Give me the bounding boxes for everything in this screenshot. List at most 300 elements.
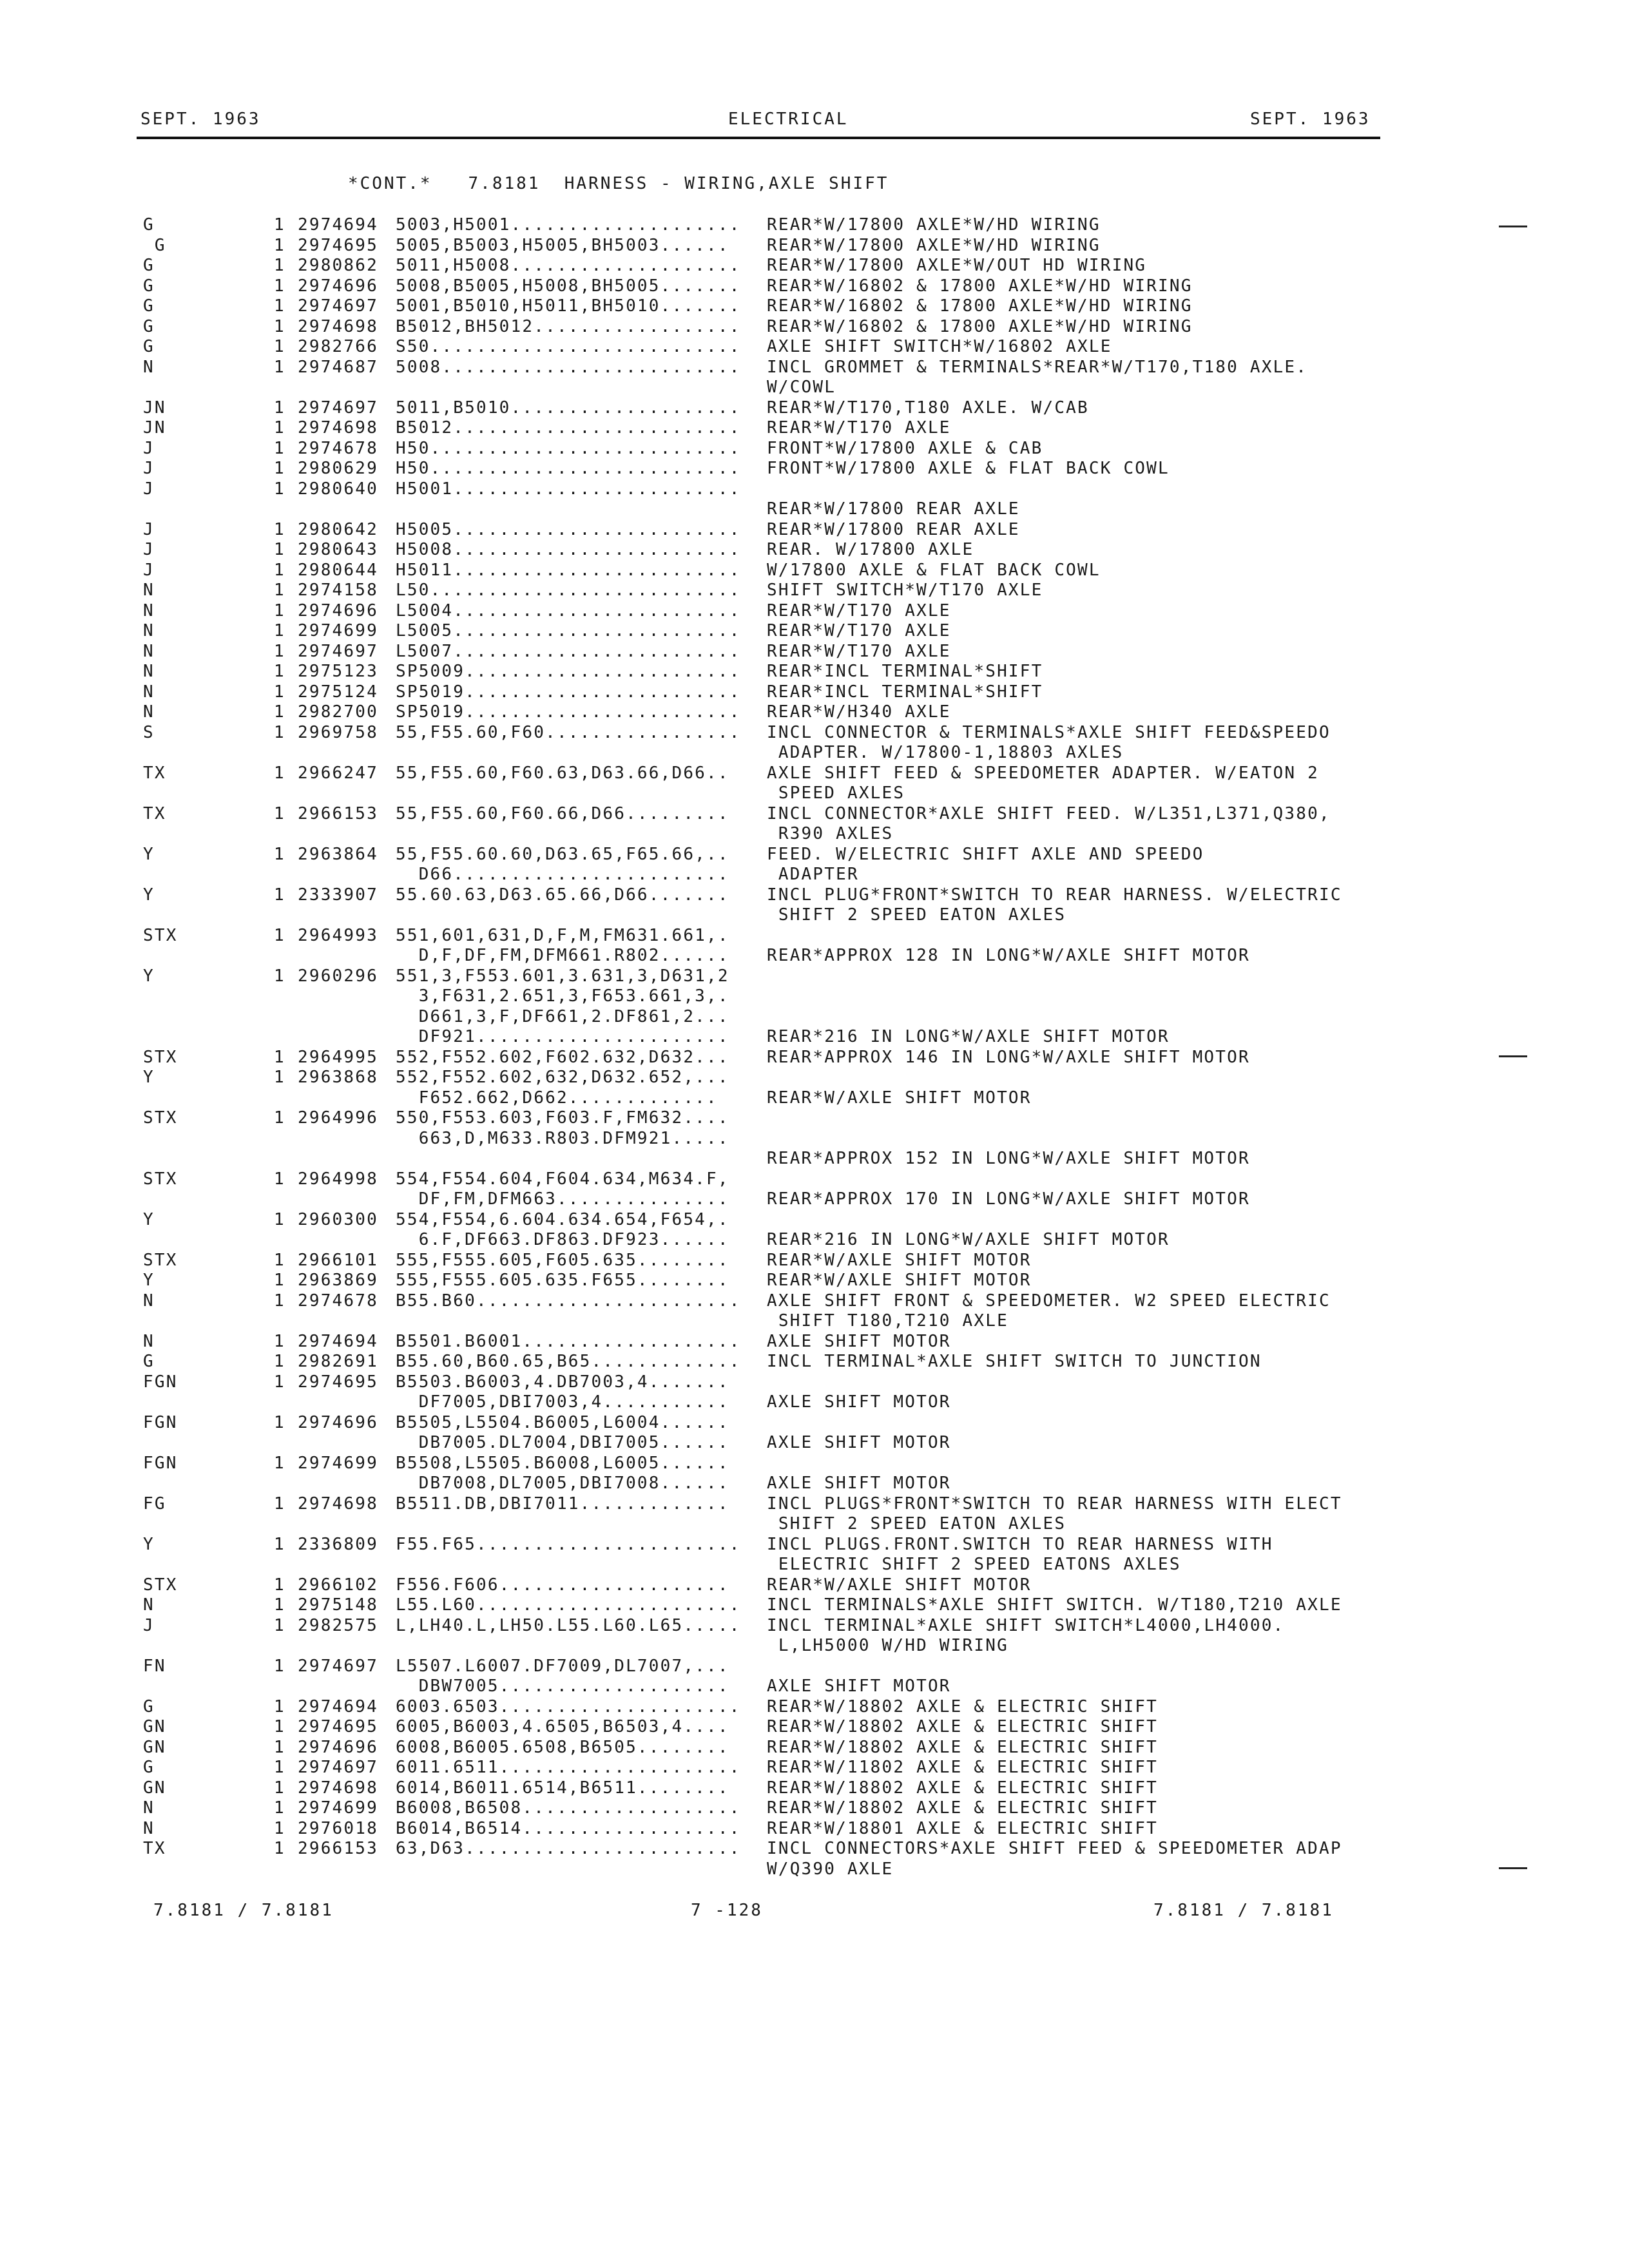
description: REAR*W/T170 AXLE bbox=[767, 641, 951, 661]
header-section-title: ELECTRICAL bbox=[728, 110, 849, 129]
quantity: 1 bbox=[274, 1494, 285, 1514]
description: W/17800 AXLE & FLAT BACK COWL bbox=[767, 560, 1101, 580]
quantity: 1 bbox=[274, 662, 285, 681]
description: ADAPTER bbox=[767, 865, 859, 884]
description: L,LH5000 W/HD WIRING bbox=[767, 1636, 1008, 1655]
description: AXLE SHIFT MOTOR bbox=[767, 1677, 951, 1696]
quantity: 1 bbox=[274, 1412, 285, 1432]
usage-codes: DBW7005.................... bbox=[396, 1677, 729, 1696]
description: AXLE SHIFT MOTOR bbox=[767, 1474, 951, 1493]
model-code: STX bbox=[143, 1047, 178, 1067]
model-code: J bbox=[143, 560, 155, 580]
description: REAR*216 IN LONG*W/AXLE SHIFT MOTOR bbox=[767, 1027, 1170, 1046]
margin-mark bbox=[1499, 1867, 1527, 1869]
usage-codes: SP5019........................ bbox=[396, 702, 741, 722]
usage-codes: H50........................... bbox=[396, 459, 741, 478]
usage-codes: L5004......................... bbox=[396, 601, 741, 620]
usage-codes: L55.L60....................... bbox=[396, 1595, 741, 1615]
usage-codes: 555,F555.605,F605.635........ bbox=[396, 1250, 729, 1270]
model-code: G bbox=[143, 337, 155, 356]
usage-codes: 63,D63........................ bbox=[396, 1839, 741, 1858]
part-number: 2974699 bbox=[298, 621, 378, 640]
model-code: STX bbox=[143, 1108, 178, 1128]
usage-codes: SP5019........................ bbox=[396, 682, 741, 702]
quantity: 1 bbox=[274, 276, 285, 296]
description: SHIFT 2 SPEED EATON AXLES bbox=[767, 1514, 1066, 1533]
model-code: Y bbox=[143, 844, 155, 864]
quantity: 1 bbox=[274, 1758, 285, 1777]
quantity: 1 bbox=[274, 885, 285, 905]
header-rule bbox=[137, 137, 1380, 139]
list-item bbox=[0, 337, 1629, 358]
footer-ref-right: 7.8181 / 7.8181 bbox=[1153, 1901, 1334, 1920]
list-item bbox=[0, 256, 1629, 276]
description: REAR*W/T170 AXLE bbox=[767, 418, 951, 437]
description: REAR*APPROX 152 IN LONG*W/AXLE SHIFT MOTOR bbox=[767, 1149, 1250, 1168]
description: AXLE SHIFT FRONT & SPEEDOMETER. W2 SPEED ELECTRIC bbox=[767, 1291, 1331, 1311]
description: REAR*APPROX 146 IN LONG*W/AXLE SHIFT MOTOR bbox=[767, 1047, 1250, 1067]
list-item bbox=[0, 743, 1629, 764]
part-number: 2969758 bbox=[298, 722, 378, 742]
usage-codes: 554,F554.604,F604.634,M634.F, bbox=[396, 1169, 729, 1189]
list-item bbox=[0, 1514, 1629, 1535]
footer-ref-left: 7.8181 / 7.8181 bbox=[153, 1901, 334, 1920]
part-number: 2974694 bbox=[298, 1696, 378, 1716]
list-item bbox=[0, 642, 1629, 662]
model-code: N bbox=[143, 357, 155, 377]
header-date-right: SEPT. 1963 bbox=[1250, 110, 1371, 129]
list-item bbox=[0, 317, 1629, 338]
usage-codes: F55.F65....................... bbox=[396, 1534, 741, 1554]
part-number: 2966247 bbox=[298, 763, 378, 783]
usage-codes: L5507.L6007.DF7009,DL7007,... bbox=[396, 1656, 729, 1676]
usage-codes: 6011.6511..................... bbox=[396, 1758, 741, 1777]
list-item bbox=[0, 1454, 1629, 1474]
description: REAR*W/17800 REAR AXLE bbox=[767, 499, 1020, 519]
description: INCL CONNECTORS*AXLE SHIFT FEED & SPEEDOMETER ADAP bbox=[767, 1839, 1342, 1858]
description: AXLE SHIFT SWITCH*W/16802 AXLE bbox=[767, 337, 1112, 356]
model-code: GN bbox=[143, 1717, 166, 1736]
usage-codes: B55.B60....................... bbox=[396, 1291, 741, 1311]
usage-codes: DF921...................... bbox=[396, 1027, 729, 1046]
description: AXLE SHIFT FEED & SPEEDOMETER ADAPTER. W/EATON 2 bbox=[767, 763, 1319, 783]
list-item bbox=[0, 1798, 1629, 1819]
quantity: 1 bbox=[274, 1271, 285, 1290]
usage-codes: 6005,B6003,4.6505,B6503,4.... bbox=[396, 1717, 729, 1736]
part-number: 2974698 bbox=[298, 418, 378, 437]
quantity: 1 bbox=[274, 1047, 285, 1067]
list-item bbox=[0, 236, 1629, 256]
usage-codes: B5511.DB,DBI7011............. bbox=[396, 1494, 729, 1514]
list-item bbox=[0, 1819, 1629, 1840]
model-code: N bbox=[143, 581, 155, 600]
part-number: 2963868 bbox=[298, 1068, 378, 1087]
list-item bbox=[0, 845, 1629, 865]
quantity: 1 bbox=[274, 1352, 285, 1371]
margin-mark bbox=[1499, 226, 1527, 227]
list-item bbox=[0, 561, 1629, 581]
list-item bbox=[0, 601, 1629, 622]
quantity: 1 bbox=[274, 1108, 285, 1128]
description: REAR*W/11802 AXLE & ELECTRIC SHIFT bbox=[767, 1758, 1159, 1777]
part-number: 2963864 bbox=[298, 844, 378, 864]
part-number: 2974697 bbox=[298, 296, 378, 316]
model-code: N bbox=[143, 621, 155, 640]
description: REAR*W/AXLE SHIFT MOTOR bbox=[767, 1088, 1032, 1108]
quantity: 1 bbox=[274, 459, 285, 478]
model-code: J bbox=[143, 519, 155, 539]
part-number: 2982700 bbox=[298, 702, 378, 722]
list-item bbox=[0, 1108, 1629, 1129]
model-code: TX bbox=[143, 803, 166, 823]
usage-codes: D661,3,F,DF661,2.DF861,2... bbox=[396, 1006, 729, 1026]
list-item bbox=[0, 986, 1629, 1007]
list-item bbox=[0, 1575, 1629, 1596]
part-number: 2974158 bbox=[298, 581, 378, 600]
usage-codes: 55,F55.60.60,D63.65,F65.66,.. bbox=[396, 844, 729, 864]
part-number: 2980644 bbox=[298, 560, 378, 580]
list-item bbox=[0, 1311, 1629, 1332]
model-code: STX bbox=[143, 1250, 178, 1270]
part-number: 2974696 bbox=[298, 1412, 378, 1432]
model-code: G bbox=[143, 1696, 155, 1716]
list-item bbox=[0, 1758, 1629, 1778]
description: INCL PLUG*FRONT*SWITCH TO REAR HARNESS. W/ELECTRIC bbox=[767, 885, 1342, 905]
group-subtitle: *CONT.* 7.8181 HARNESS - WIRING,AXLE SHIFT bbox=[348, 174, 889, 193]
part-number: 2974696 bbox=[298, 1737, 378, 1757]
list-item bbox=[0, 276, 1629, 297]
description: REAR*W/T170 AXLE bbox=[767, 601, 951, 620]
usage-codes: 552,F552.602,632,D632.652,... bbox=[396, 1068, 729, 1087]
part-number: 2980862 bbox=[298, 256, 378, 275]
description: REAR*W/18802 AXLE & ELECTRIC SHIFT bbox=[767, 1717, 1159, 1736]
description: W/Q390 AXLE bbox=[767, 1859, 894, 1879]
model-code: G bbox=[143, 296, 155, 316]
usage-codes: F556.F606.................... bbox=[396, 1575, 729, 1595]
quantity: 1 bbox=[274, 560, 285, 580]
usage-codes: L5007......................... bbox=[396, 641, 741, 661]
usage-codes: DB7008,DL7005,DBI7008...... bbox=[396, 1474, 729, 1493]
quantity: 1 bbox=[274, 702, 285, 722]
description: SHIFT 2 SPEED EATON AXLES bbox=[767, 905, 1066, 925]
part-number: 2974697 bbox=[298, 1656, 378, 1676]
part-number: 2975148 bbox=[298, 1595, 378, 1615]
list-item bbox=[0, 499, 1629, 520]
part-number: 2974678 bbox=[298, 438, 378, 458]
quantity: 1 bbox=[274, 316, 285, 336]
usage-codes: 552,F552.602,F602.632,D632... bbox=[396, 1047, 729, 1067]
description: INCL TERMINAL*AXLE SHIFT SWITCH*L4000,LH4000. bbox=[767, 1615, 1285, 1635]
list-item bbox=[0, 1595, 1629, 1616]
quantity: 1 bbox=[274, 844, 285, 864]
quantity: 1 bbox=[274, 1291, 285, 1311]
model-code: G bbox=[143, 215, 155, 235]
usage-codes: L50........................... bbox=[396, 581, 741, 600]
quantity: 1 bbox=[274, 1798, 285, 1818]
model-code: N bbox=[143, 641, 155, 661]
list-item bbox=[0, 1535, 1629, 1555]
model-code: J bbox=[143, 459, 155, 478]
usage-codes: H5005......................... bbox=[396, 519, 741, 539]
part-number: 2974699 bbox=[298, 1453, 378, 1473]
model-code: J bbox=[143, 479, 155, 499]
part-number: 2336809 bbox=[298, 1534, 378, 1554]
quantity: 1 bbox=[274, 1068, 285, 1087]
usage-codes: 5011,H5008.................... bbox=[396, 256, 741, 275]
model-code: FGN bbox=[143, 1453, 178, 1473]
list-item bbox=[0, 1230, 1629, 1251]
list-item bbox=[0, 1677, 1629, 1697]
part-number: 2974695 bbox=[298, 1372, 378, 1392]
description: R390 AXLES bbox=[767, 824, 894, 843]
part-number: 2966102 bbox=[298, 1575, 378, 1595]
quantity: 1 bbox=[274, 1656, 285, 1676]
usage-codes: B5012,BH5012.................. bbox=[396, 316, 741, 336]
usage-codes: H5001......................... bbox=[396, 479, 741, 499]
description: REAR*W/18802 AXLE & ELECTRIC SHIFT bbox=[767, 1696, 1159, 1716]
usage-codes: 6003.6503..................... bbox=[396, 1696, 741, 1716]
quantity: 1 bbox=[274, 1595, 285, 1615]
description: REAR*W/17800 AXLE*W/OUT HD WIRING bbox=[767, 256, 1147, 275]
list-item bbox=[0, 1738, 1629, 1758]
list-item bbox=[0, 1616, 1629, 1637]
list-item bbox=[0, 459, 1629, 479]
model-code: Y bbox=[143, 885, 155, 905]
list-item bbox=[0, 946, 1629, 966]
description: SPEED AXLES bbox=[767, 783, 905, 803]
list-item bbox=[0, 378, 1629, 398]
part-number: 2974697 bbox=[298, 398, 378, 418]
quantity: 1 bbox=[274, 1717, 285, 1736]
usage-codes: B5503.B6003,4.DB7003,4....... bbox=[396, 1372, 729, 1392]
quantity: 1 bbox=[274, 438, 285, 458]
description: W/COWL bbox=[767, 378, 836, 397]
list-item bbox=[0, 621, 1629, 642]
quantity: 1 bbox=[274, 1615, 285, 1635]
list-item bbox=[0, 1352, 1629, 1372]
part-number: 2975124 bbox=[298, 682, 378, 702]
model-code: N bbox=[143, 1331, 155, 1351]
part-number: 2960300 bbox=[298, 1209, 378, 1229]
description: INCL PLUGS*FRONT*SWITCH TO REAR HARNESS WITH ELECT bbox=[767, 1494, 1342, 1514]
part-number: 2974695 bbox=[298, 235, 378, 255]
usage-codes: 6.F,DF663.DF863.DF923...... bbox=[396, 1230, 729, 1249]
part-number: 2333907 bbox=[298, 885, 378, 905]
model-code: N bbox=[143, 1818, 155, 1838]
list-item bbox=[0, 1697, 1629, 1718]
model-code: FGN bbox=[143, 1412, 178, 1432]
part-number: 2982766 bbox=[298, 337, 378, 356]
quantity: 1 bbox=[274, 540, 285, 559]
usage-codes: L,LH40.L,LH50.L55.L60.L65..... bbox=[396, 1615, 741, 1635]
list-item bbox=[0, 1372, 1629, 1393]
quantity: 1 bbox=[274, 357, 285, 377]
list-item bbox=[0, 540, 1629, 561]
description: SHIFT SWITCH*W/T170 AXLE bbox=[767, 581, 1043, 600]
part-number: 2974697 bbox=[298, 641, 378, 661]
quantity: 1 bbox=[274, 215, 285, 235]
usage-codes: 6014,B6011.6514,B6511........ bbox=[396, 1778, 729, 1798]
description: REAR*W/18802 AXLE & ELECTRIC SHIFT bbox=[767, 1798, 1159, 1818]
description: REAR*W/16802 & 17800 AXLE*W/HD WIRING bbox=[767, 276, 1193, 296]
part-number: 2964993 bbox=[298, 925, 378, 945]
part-number: 2966153 bbox=[298, 1839, 378, 1858]
list-item bbox=[0, 824, 1629, 845]
model-code: STX bbox=[143, 1575, 178, 1595]
quantity: 1 bbox=[274, 682, 285, 702]
part-number: 2982691 bbox=[298, 1352, 378, 1371]
part-number: 2975123 bbox=[298, 662, 378, 681]
description: REAR*INCL TERMINAL*SHIFT bbox=[767, 682, 1043, 702]
model-code: G bbox=[143, 276, 155, 296]
model-code: G bbox=[143, 1352, 155, 1371]
list-item bbox=[0, 1839, 1629, 1860]
description: ELECTRIC SHIFT 2 SPEED EATONS AXLES bbox=[767, 1555, 1181, 1574]
list-item bbox=[0, 662, 1629, 682]
list-item bbox=[0, 1778, 1629, 1799]
quantity: 1 bbox=[274, 1331, 285, 1351]
model-code: GN bbox=[143, 1778, 166, 1798]
footer-page-number: 7 -128 bbox=[691, 1901, 763, 1920]
part-number: 2974696 bbox=[298, 276, 378, 296]
usage-codes: 55,F55.60,F60................. bbox=[396, 722, 741, 742]
model-code: N bbox=[143, 702, 155, 722]
list-item bbox=[0, 1027, 1629, 1048]
part-number: 2966101 bbox=[298, 1250, 378, 1270]
model-code: FGN bbox=[143, 1372, 178, 1392]
usage-codes: 554,F554,6.604.634.654,F654,. bbox=[396, 1209, 729, 1229]
quantity: 1 bbox=[274, 1209, 285, 1229]
model-code: G bbox=[143, 235, 166, 255]
model-code: N bbox=[143, 1595, 155, 1615]
list-item bbox=[0, 1413, 1629, 1434]
quantity: 1 bbox=[274, 337, 285, 356]
list-item bbox=[0, 1251, 1629, 1271]
model-code: N bbox=[143, 662, 155, 681]
quantity: 1 bbox=[274, 1250, 285, 1270]
list-item bbox=[0, 926, 1629, 947]
model-code: Y bbox=[143, 966, 155, 986]
list-item bbox=[0, 1433, 1629, 1454]
description: INCL GROMMET & TERMINALS*REAR*W/T170,T180 AXLE. bbox=[767, 357, 1308, 377]
description: REAR*W/18801 AXLE & ELECTRIC SHIFT bbox=[767, 1818, 1159, 1838]
description: REAR*W/18802 AXLE & ELECTRIC SHIFT bbox=[767, 1737, 1159, 1757]
list-item bbox=[0, 682, 1629, 703]
part-number: 2976018 bbox=[298, 1818, 378, 1838]
model-code: JN bbox=[143, 398, 166, 418]
part-number: 2964996 bbox=[298, 1108, 378, 1128]
usage-codes: 5011,B5010.................... bbox=[396, 398, 741, 418]
description: REAR*APPROX 128 IN LONG*W/AXLE SHIFT MOTOR bbox=[767, 946, 1250, 965]
part-number: 2974697 bbox=[298, 1758, 378, 1777]
usage-codes: 5008,B5005,H5008,BH5005....... bbox=[396, 276, 741, 296]
part-number: 2980643 bbox=[298, 540, 378, 559]
part-number: 2964998 bbox=[298, 1169, 378, 1189]
usage-codes: DB7005.DL7004,DBI7005...... bbox=[396, 1433, 729, 1452]
description: REAR*APPROX 170 IN LONG*W/AXLE SHIFT MOTOR bbox=[767, 1189, 1250, 1209]
part-number: 2980642 bbox=[298, 519, 378, 539]
part-number: 2974694 bbox=[298, 215, 378, 235]
usage-codes: SP5009........................ bbox=[396, 662, 741, 681]
part-number: 2974698 bbox=[298, 1494, 378, 1514]
model-code: J bbox=[143, 1615, 155, 1635]
quantity: 1 bbox=[274, 722, 285, 742]
model-code: J bbox=[143, 540, 155, 559]
description: INCL CONNECTOR & TERMINALS*AXLE SHIFT FEED&SPEEDO bbox=[767, 722, 1331, 742]
list-item bbox=[0, 418, 1629, 439]
description: REAR*W/16802 & 17800 AXLE*W/HD WIRING bbox=[767, 316, 1193, 336]
part-number: 2982575 bbox=[298, 1615, 378, 1635]
usage-codes: DF,FM,DFM663............... bbox=[396, 1189, 729, 1209]
description: FEED. W/ELECTRIC SHIFT AXLE AND SPEEDO bbox=[767, 844, 1204, 864]
description: REAR*W/T170 AXLE bbox=[767, 621, 951, 640]
usage-codes: F652.662,D662............. bbox=[396, 1088, 718, 1108]
usage-codes: 551,601,631,D,F,M,FM631.661,. bbox=[396, 925, 729, 945]
quantity: 1 bbox=[274, 1737, 285, 1757]
part-number: 2980640 bbox=[298, 479, 378, 499]
list-item bbox=[0, 215, 1629, 236]
usage-codes: H5008......................... bbox=[396, 540, 741, 559]
usage-codes: B55.60,B60.65,B65............. bbox=[396, 1352, 741, 1371]
model-code: Y bbox=[143, 1534, 155, 1554]
quantity: 1 bbox=[274, 1534, 285, 1554]
description: AXLE SHIFT MOTOR bbox=[767, 1331, 951, 1351]
quantity: 1 bbox=[274, 296, 285, 316]
description: REAR*W/18802 AXLE & ELECTRIC SHIFT bbox=[767, 1778, 1159, 1798]
list-item bbox=[0, 296, 1629, 317]
quantity: 1 bbox=[274, 1839, 285, 1858]
quantity: 1 bbox=[274, 256, 285, 275]
quantity: 1 bbox=[274, 621, 285, 640]
description: REAR*W/17800 AXLE*W/HD WIRING bbox=[767, 235, 1101, 255]
model-code: G bbox=[143, 256, 155, 275]
list-item bbox=[0, 520, 1629, 541]
part-number: 2974678 bbox=[298, 1291, 378, 1311]
description: REAR*W/T170,T180 AXLE. W/CAB bbox=[767, 398, 1089, 418]
part-number: 2974699 bbox=[298, 1798, 378, 1818]
description: REAR*W/16802 & 17800 AXLE*W/HD WIRING bbox=[767, 296, 1193, 316]
list-item bbox=[0, 1657, 1629, 1677]
usage-codes: B5508,L5505.B6008,L6005...... bbox=[396, 1453, 729, 1473]
description: INCL TERMINAL*AXLE SHIFT SWITCH TO JUNCTION bbox=[767, 1352, 1262, 1371]
usage-codes: D66........................ bbox=[396, 865, 729, 884]
list-item bbox=[0, 804, 1629, 825]
description: FRONT*W/17800 AXLE & CAB bbox=[767, 438, 1043, 458]
quantity: 1 bbox=[274, 581, 285, 600]
model-code: Y bbox=[143, 1068, 155, 1087]
part-number: 2963869 bbox=[298, 1271, 378, 1290]
list-item bbox=[0, 439, 1629, 459]
model-code: S bbox=[143, 722, 155, 742]
part-number: 2974696 bbox=[298, 601, 378, 620]
parts-list bbox=[0, 215, 1629, 1879]
model-code: N bbox=[143, 682, 155, 702]
model-code: N bbox=[143, 601, 155, 620]
part-number: 2964995 bbox=[298, 1047, 378, 1067]
list-item bbox=[0, 702, 1629, 723]
model-code: STX bbox=[143, 1169, 178, 1189]
list-item bbox=[0, 581, 1629, 601]
quantity: 1 bbox=[274, 1575, 285, 1595]
description: AXLE SHIFT MOTOR bbox=[767, 1433, 951, 1452]
usage-codes: B6008,B6508................... bbox=[396, 1798, 741, 1818]
usage-codes: 555,F555.605.635.F655........ bbox=[396, 1271, 729, 1290]
list-item bbox=[0, 764, 1629, 784]
quantity: 1 bbox=[274, 519, 285, 539]
quantity: 1 bbox=[274, 1818, 285, 1838]
description: REAR*216 IN LONG*W/AXLE SHIFT MOTOR bbox=[767, 1230, 1170, 1249]
model-code: Y bbox=[143, 1271, 155, 1290]
